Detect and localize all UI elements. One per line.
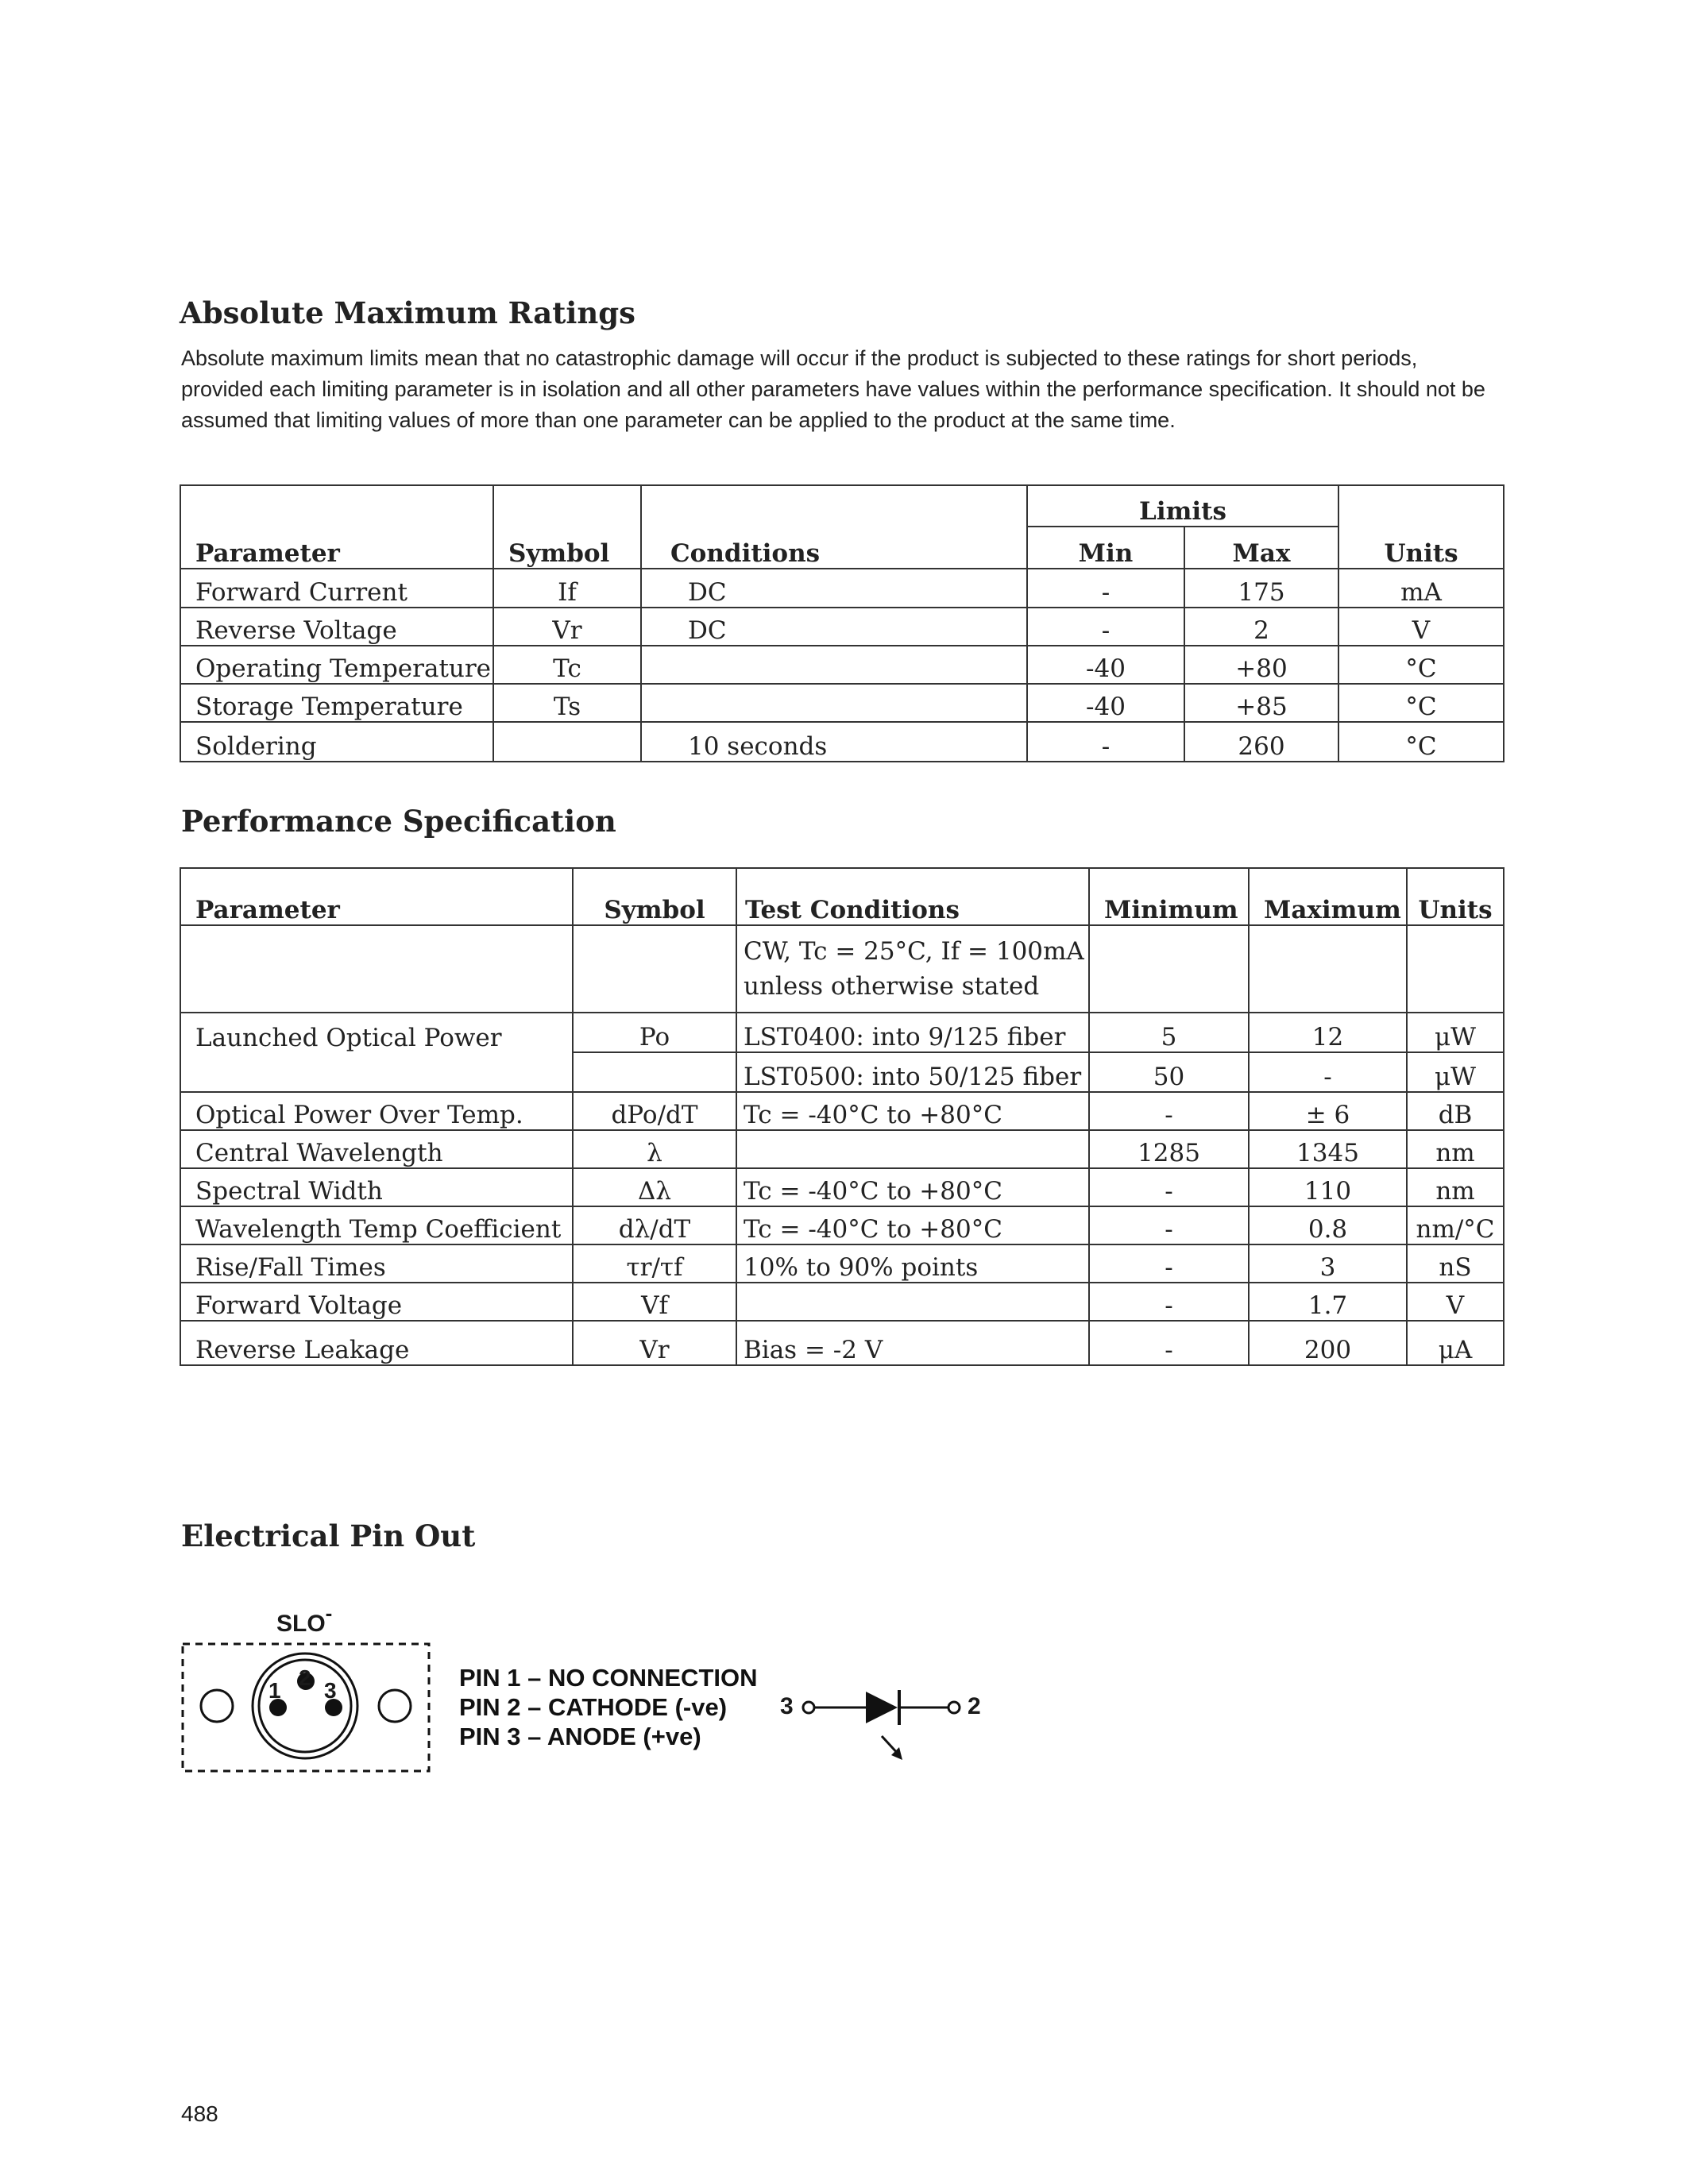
perf-cell-units: dB (1407, 1092, 1504, 1130)
perf-cell-symbol: Δλ (573, 1168, 736, 1206)
perf-cell-units: μW (1407, 1013, 1504, 1052)
perf-cell-conditions: Tc = -40°C to +80°C (736, 1206, 1089, 1244)
table-row (180, 1168, 1504, 1206)
pin-2-description: PIN 2 – CATHODE (-ve) (459, 1693, 728, 1721)
amr-cell-parameter: Soldering (180, 722, 493, 762)
perf-cell-minimum: 5 (1089, 1013, 1249, 1052)
amr-cell-max: +80 (1184, 646, 1338, 684)
perf-cell-units: nS (1407, 1244, 1504, 1283)
pin-label-1: 1 (268, 1678, 281, 1703)
amr-cell-parameter: Storage Temperature (180, 684, 493, 722)
perf-header-test-conditions: Test Conditions (736, 868, 1089, 925)
perf-cell-conditions (736, 1130, 1089, 1168)
amr-cell-symbol: Vr (493, 608, 641, 646)
perf-cell-conditions: LST0400: into 9/125 fiber (736, 1013, 1089, 1052)
amr-cell-min: - (1027, 722, 1184, 762)
diode-terminal-2: 2 (968, 1693, 981, 1719)
table-row (180, 1013, 1504, 1052)
perf-cell-symbol (573, 1052, 736, 1092)
perf-header-maximum: Maximum (1249, 868, 1407, 925)
amr-cell-symbol: Tc (493, 646, 641, 684)
perf-cell-units: μA (1407, 1321, 1504, 1365)
amr-cell-conditions: 10 seconds (641, 722, 1027, 762)
amr-cell-units: mA (1338, 569, 1504, 608)
perf-header-units: Units (1407, 868, 1504, 925)
table-row (180, 1321, 1504, 1365)
package-outline (175, 1636, 437, 1779)
amr-header-max: Max (1184, 527, 1338, 569)
perf-cell-minimum: 50 (1089, 1052, 1249, 1092)
perf-cell-units: μW (1407, 1052, 1504, 1092)
amr-header-symbol: Symbol (493, 485, 641, 569)
amr-cell-conditions (641, 684, 1027, 722)
amr-cell-conditions: DC (641, 608, 1027, 646)
perf-cell-units: nm/°C (1407, 1206, 1504, 1244)
diode-terminal-3: 3 (780, 1693, 794, 1719)
perf-cell-parameter: Central Wavelength (180, 1130, 573, 1168)
perf-cell-maximum: 3 (1249, 1244, 1407, 1283)
package-label (276, 1601, 333, 1638)
amr-header-conditions: Conditions (641, 485, 1027, 569)
amr-cell-min: -40 (1027, 684, 1184, 722)
perf-cell-units: V (1407, 1283, 1504, 1321)
perf-cell-minimum: - (1089, 1092, 1249, 1130)
diode-node-right (948, 1702, 960, 1713)
amr-table (180, 484, 1505, 762)
package-label-text: SLO (276, 1611, 326, 1637)
amr-cell-min: - (1027, 608, 1184, 646)
perf-cell-symbol: dPo/dT (573, 1092, 736, 1130)
perf-cell-parameter: Forward Voltage (180, 1283, 573, 1321)
perf-conditions-line2: unless otherwise stated (744, 972, 1040, 1001)
amr-header-min: Min (1027, 527, 1184, 569)
amr-cell-symbol (493, 722, 641, 762)
amr-cell-units: °C (1338, 684, 1504, 722)
amr-cell-parameter: Operating Temperature (180, 646, 493, 684)
perf-cell-maximum: 200 (1249, 1321, 1407, 1365)
pin-list (459, 1663, 758, 1751)
package-label-mark: - (325, 1601, 333, 1625)
table-row (180, 1052, 1504, 1092)
perf-header-minimum: Minimum (1089, 868, 1249, 925)
amr-header-units: Units (1338, 485, 1504, 569)
perf-header-symbol: Symbol (573, 868, 736, 925)
perf-cell-conditions (736, 1283, 1089, 1321)
amr-cell-max: 260 (1184, 722, 1338, 762)
perf-table (180, 867, 1505, 1366)
table-row (180, 722, 1504, 762)
pin-label-3: 3 (324, 1678, 337, 1703)
diode-triangle (866, 1692, 898, 1723)
amr-cell-min: -40 (1027, 646, 1184, 684)
perf-cell-conditions: Tc = -40°C to +80°C (736, 1092, 1089, 1130)
amr-cell-conditions (641, 646, 1027, 684)
perf-cell-minimum: - (1089, 1283, 1249, 1321)
table-row (180, 1244, 1504, 1283)
perf-cell-conditions: 10% to 90% points (736, 1244, 1089, 1283)
perf-cell-maximum: ± 6 (1249, 1092, 1407, 1130)
perf-cell-parameter: Spectral Width (180, 1168, 573, 1206)
table-row (180, 646, 1504, 684)
diode-node-left (803, 1702, 814, 1713)
perf-cell-maximum: 1.7 (1249, 1283, 1407, 1321)
perf-header-parameter: Parameter (180, 868, 573, 925)
perf-cell-minimum: - (1089, 1206, 1249, 1244)
perf-cell-symbol: dλ/dT (573, 1206, 736, 1244)
amr-cell-symbol: Ts (493, 684, 641, 722)
amr-header-parameter: Parameter (180, 485, 493, 569)
perf-cell-conditions: Tc = -40°C to +80°C (736, 1168, 1089, 1206)
perf-cell-units: nm (1407, 1168, 1504, 1206)
perf-cell-minimum: 1285 (1089, 1130, 1249, 1168)
perf-cell-conditions: Bias = -2 V (736, 1321, 1089, 1365)
perf-cell-parameter: Launched Optical Power (180, 1013, 573, 1052)
mounting-hole-left (201, 1690, 233, 1722)
perf-cell-maximum: 0.8 (1249, 1206, 1407, 1244)
perf-cell-parameter: Optical Power Over Temp. (180, 1092, 573, 1130)
amr-cell-min: - (1027, 569, 1184, 608)
pinout-title: Electrical Pin Out (181, 1518, 476, 1553)
table-row (180, 1092, 1504, 1130)
perf-cell-minimum: - (1089, 1244, 1249, 1283)
perf-cell-parameter: Wavelength Temp Coefficient (180, 1206, 573, 1244)
perf-cell-maximum: 12 (1249, 1013, 1407, 1052)
table-row (180, 684, 1504, 722)
table-row (180, 608, 1504, 646)
perf-cell-parameter: Reverse Leakage (180, 1321, 573, 1365)
amr-cell-max: 2 (1184, 608, 1338, 646)
table-row (180, 1283, 1504, 1321)
table-row (180, 569, 1504, 608)
table-row (180, 1206, 1504, 1244)
perf-conditions-line1: CW, Tc = 25°C, If = 100mA (744, 937, 1084, 966)
amr-cell-units: °C (1338, 646, 1504, 684)
amr-header-limits: Limits (1027, 485, 1338, 527)
amr-cell-symbol: If (493, 569, 641, 608)
perf-cell-maximum: 1345 (1249, 1130, 1407, 1168)
diode-symbol (793, 1677, 968, 1773)
amr-cell-units: V (1338, 608, 1504, 646)
perf-cell-units: nm (1407, 1130, 1504, 1168)
amr-cell-max: 175 (1184, 569, 1338, 608)
perf-cell-maximum: 110 (1249, 1168, 1407, 1206)
perf-default-conditions (736, 925, 1089, 1013)
pin-1-description: PIN 1 – NO CONNECTION (459, 1664, 758, 1692)
perf-cell-symbol: τr/τf (573, 1244, 736, 1283)
pin-3-description: PIN 3 – ANODE (+ve) (459, 1723, 701, 1750)
pin-label-2: 2 (299, 1665, 311, 1690)
perf-cell-minimum: - (1089, 1168, 1249, 1206)
amr-cell-parameter: Forward Current (180, 569, 493, 608)
amr-intro: Absolute maximum limits mean that no catastrophic damage will occur if the product is subjected to these ratings for short periods, provided each limiting parameter is in isolation and all other parameters have values within the performance specification. It should not be assumed that limiting values of more than one parameter can be applied to the product at the same time. (181, 346, 1485, 432)
amr-cell-max: +85 (1184, 684, 1338, 722)
page-number: 488 (181, 2101, 218, 2126)
perf-cell-symbol: Vf (573, 1283, 736, 1321)
table-row (180, 1130, 1504, 1168)
perf-title: Performance Specification (181, 804, 616, 839)
perf-cell-maximum: - (1249, 1052, 1407, 1092)
perf-cell-symbol: λ (573, 1130, 736, 1168)
perf-cell-symbol: Vr (573, 1321, 736, 1365)
perf-cell-parameter (180, 1052, 573, 1092)
amr-cell-conditions: DC (641, 569, 1027, 608)
mounting-hole-right (379, 1690, 411, 1722)
amr-cell-units: °C (1338, 722, 1504, 762)
perf-cell-symbol: Po (573, 1013, 736, 1052)
perf-cell-parameter: Rise/Fall Times (180, 1244, 573, 1283)
amr-cell-parameter: Reverse Voltage (180, 608, 493, 646)
perf-cell-minimum: - (1089, 1321, 1249, 1365)
perf-cell-conditions: LST0500: into 50/125 fiber (736, 1052, 1089, 1092)
amr-title: Absolute Maximum Ratings (180, 295, 636, 330)
